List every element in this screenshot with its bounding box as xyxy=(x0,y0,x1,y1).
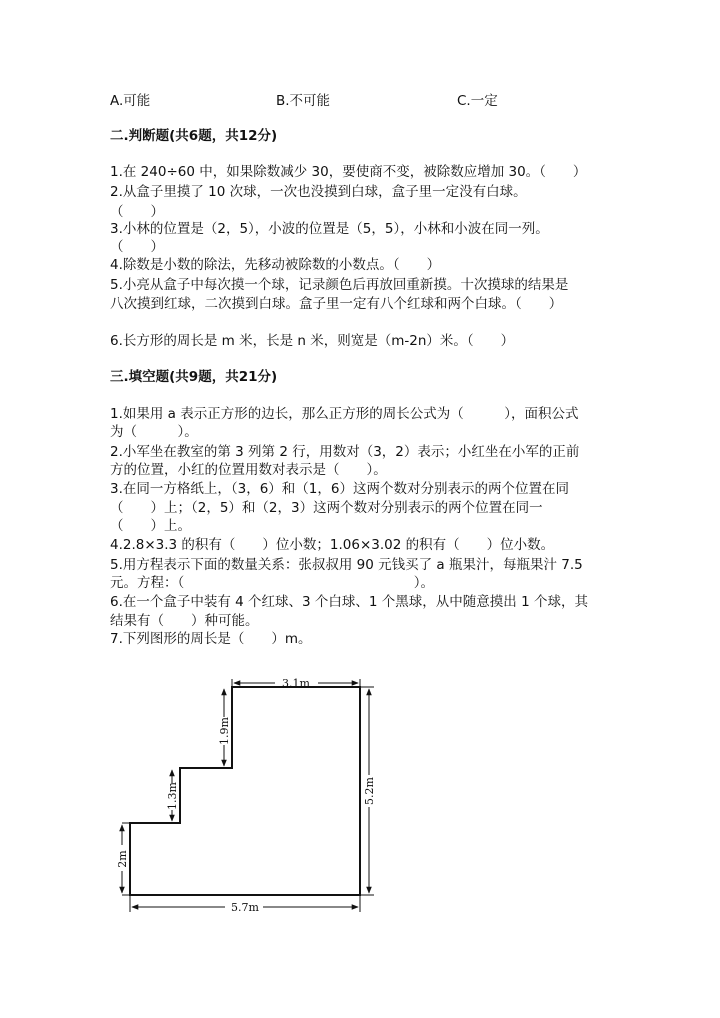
judgment-q3-answer[interactable]: （ ） xyxy=(110,239,164,255)
judgment-q2: 2.从盒子里摸了 10 次球，一次也没摸到白球，盒子里一定没有白球。 xyxy=(110,184,527,200)
judgment-q6: 6.长方形的周长是 m 米，长是 n 米，则宽是（m-2n）米。（ ） xyxy=(110,333,515,349)
dimension-bottom xyxy=(130,895,360,914)
fill-q1-line2: 为（ ）。 xyxy=(110,424,198,440)
judgment-q5-line1: 5.小亮从盒子中每次摸一个球，记录颜色后再放回重新摸。十次摸球的结果是 xyxy=(110,277,569,293)
judgment-q5-line2: 八次摸到红球，二次摸到白球。盒子里一定有八个红球和两个白球。（ ） xyxy=(110,296,563,312)
dimension-upper-step xyxy=(218,689,231,766)
option-b[interactable]: B.不可能 xyxy=(276,93,331,109)
option-c[interactable]: C.一定 xyxy=(457,93,498,109)
fill-q5-line2: 元。方程：（ ）。 xyxy=(110,575,434,591)
label-lower-step: 2m xyxy=(116,850,129,868)
label-right: 5.2m xyxy=(363,777,376,805)
section-judgment-heading: 二.判断题(共6题，共12分) xyxy=(110,128,278,144)
fill-q3-line1: 3.在同一方格纸上，（3，6）和（1，6）这两个数对分别表示的两个位置在同 xyxy=(110,481,569,497)
fill-q5-line1: 5.用方程表示下面的数量关系：张叔叔用 90 元钱买了 a 瓶果汁，每瓶果汁 7.5 xyxy=(110,557,583,573)
label-middle-step: 1.3m xyxy=(166,782,179,810)
label-top: 3.1m xyxy=(282,677,310,690)
fill-q6-line1: 6.在一个盒子中装有 4 个红球、3 个白球、1 个黑球，从中随意摸出 1 个球，其 xyxy=(110,594,588,610)
label-bottom: 5.7m xyxy=(231,901,259,914)
dimension-right xyxy=(360,687,376,895)
fill-q3-line2: （ ）上；（2，5）和（2，3）这两个数对分别表示的两个位置在同一 xyxy=(110,500,543,516)
dimension-lower-step xyxy=(116,823,130,895)
staircase-outline xyxy=(130,687,360,895)
fill-q4: 4.2.8×3.3 的积有（ ）位小数；1.06×3.02 的积有（ ）位小数。 xyxy=(110,537,555,553)
fill-q7: 7.下列图形的周长是（ ）m。 xyxy=(110,631,312,647)
dimension-top xyxy=(232,677,360,690)
option-a[interactable]: A.可能 xyxy=(110,93,151,109)
dimension-middle-step xyxy=(166,770,179,821)
fill-q2-line1: 2.小军坐在教室的第 3 列第 2 行，用数对（3，2）表示；小红坐在小军的正前 xyxy=(110,444,580,460)
staircase-diagram xyxy=(100,665,400,920)
section-fill-heading: 三.填空题(共9题，共21分) xyxy=(110,369,278,385)
judgment-q4: 4.除数是小数的除法，先移动被除数的小数点。（ ） xyxy=(110,257,441,273)
previous-question-options xyxy=(110,89,630,109)
label-upper-step: 1.9m xyxy=(218,717,231,745)
judgment-q3: 3.小林的位置是（2，5），小波的位置是（5，5），小林和小波在同一列。 xyxy=(110,221,549,237)
judgment-q2-answer[interactable]: （ ） xyxy=(110,204,164,220)
staircase-figure xyxy=(100,665,400,920)
fill-q3-line3: （ ）上。 xyxy=(110,518,191,534)
fill-q6-line2: 结果有（ ）种可能。 xyxy=(110,613,259,629)
judgment-q1: 1.在 240÷60 中，如果除数减少 30，要使商不变，被除数应增加 30。（ ） xyxy=(110,164,587,180)
fill-q2-line2: 方的位置，小红的位置用数对表示是（ ）。 xyxy=(110,462,387,478)
fill-q1-line1: 1.如果用 a 表示正方形的边长，那么正方形的周长公式为（ ），面积公式 xyxy=(110,406,579,422)
